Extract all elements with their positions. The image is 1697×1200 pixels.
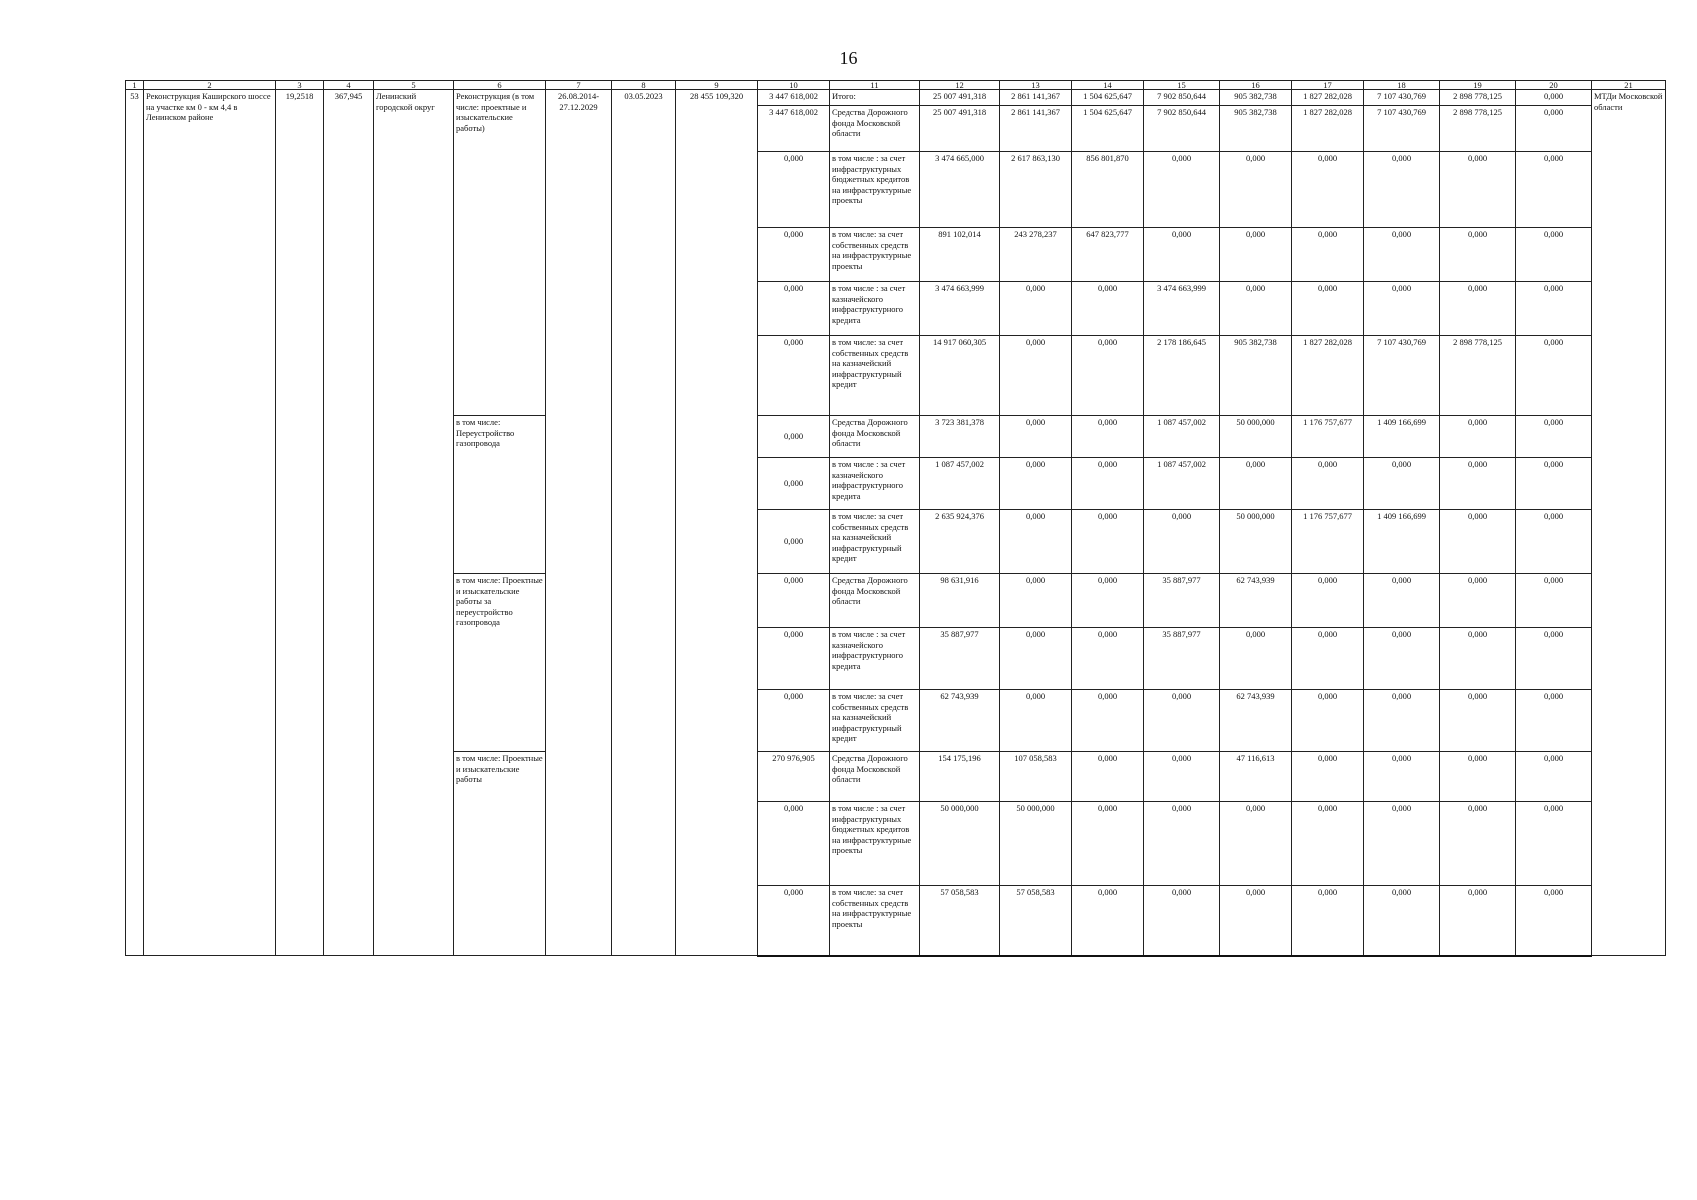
amount-cell: 0,000 bbox=[1072, 458, 1144, 510]
amount-cell: 0,000 bbox=[1364, 886, 1440, 956]
amount-cell: 1 827 282,028 bbox=[1292, 106, 1364, 152]
amount-cell: 0,000 bbox=[1072, 802, 1144, 886]
amount-cell: 62 743,939 bbox=[1220, 574, 1292, 628]
value-col10: 0,000 bbox=[758, 282, 830, 336]
amount-cell: 3 474 665,000 bbox=[920, 152, 1000, 228]
dates-period: 26.08.2014-27.12.2029 bbox=[546, 90, 612, 956]
amount-cell: 1 087 457,002 bbox=[920, 458, 1000, 510]
amount-cell: 0,000 bbox=[1292, 752, 1364, 802]
amount-cell: 0,000 bbox=[1440, 458, 1516, 510]
amount-cell: 50 000,000 bbox=[1220, 510, 1292, 574]
amount-cell: 1 504 625,647 bbox=[1072, 106, 1144, 152]
amount-cell: 0,000 bbox=[1220, 282, 1292, 336]
column-header: 16 bbox=[1220, 81, 1292, 90]
amount-cell: 0,000 bbox=[1440, 152, 1516, 228]
work-type-label: Реконструкция (в том числе: проектные и изыскательские работы) bbox=[454, 90, 546, 416]
amount-cell: 0,000 bbox=[1516, 106, 1592, 152]
funding-source: в том числе : за счет казначейского инфраструктурного кредита bbox=[830, 458, 920, 510]
amount-cell: 0,000 bbox=[1000, 336, 1072, 416]
amount-cell: 0,000 bbox=[1000, 690, 1072, 752]
column-header: 15 bbox=[1144, 81, 1220, 90]
amount-cell: 0,000 bbox=[1144, 510, 1220, 574]
amount-cell: 0,000 bbox=[1364, 574, 1440, 628]
amount-cell: 1 409 166,699 bbox=[1364, 416, 1440, 458]
amount-cell: 0,000 bbox=[1440, 752, 1516, 802]
amount-cell: 0,000 bbox=[1440, 282, 1516, 336]
amount-cell: 0,000 bbox=[1000, 416, 1072, 458]
length-km: 19,2518 bbox=[276, 90, 324, 956]
date-col8: 03.05.2023 bbox=[612, 90, 676, 956]
amount-cell: 50 000,000 bbox=[1000, 802, 1072, 886]
amount-cell: 0,000 bbox=[1292, 228, 1364, 282]
funding-source: Средства Дорожного фонда Московской области bbox=[830, 574, 920, 628]
amount-cell: 7 902 850,644 bbox=[1144, 106, 1220, 152]
amount-cell: 0,000 bbox=[1220, 228, 1292, 282]
object-number: 53 bbox=[126, 90, 144, 956]
funding-source: Итого: bbox=[830, 90, 920, 106]
amount-cell: 0,000 bbox=[1072, 752, 1144, 802]
amount-cell: 35 887,977 bbox=[920, 628, 1000, 690]
amount-cell: 0,000 bbox=[1220, 152, 1292, 228]
column-header: 17 bbox=[1292, 81, 1364, 90]
amount-cell: 2 635 924,376 bbox=[920, 510, 1000, 574]
amount-cell: 0,000 bbox=[1144, 152, 1220, 228]
amount-cell: 0,000 bbox=[1072, 574, 1144, 628]
amount-cell: 47 116,613 bbox=[1220, 752, 1292, 802]
value-col10: 0,000 bbox=[758, 458, 830, 510]
amount-cell: 0,000 bbox=[1220, 886, 1292, 956]
funding-source: Средства Дорожного фонда Московской области bbox=[830, 106, 920, 152]
amount-cell: 0,000 bbox=[1072, 886, 1144, 956]
object-name: Реконструкция Каширского шоссе на участке км 0 - км 4,4 в Ленинском районе bbox=[144, 90, 276, 956]
amount-cell: 1 176 757,677 bbox=[1292, 416, 1364, 458]
work-type-label: в том числе: Проектные и изыскательские работы за переустройство газопровода bbox=[454, 574, 546, 752]
amount-cell: 0,000 bbox=[1364, 752, 1440, 802]
value-col10: 3 447 618,002 bbox=[758, 106, 830, 152]
amount-cell: 2 617 863,130 bbox=[1000, 152, 1072, 228]
amount-cell: 0,000 bbox=[1072, 336, 1144, 416]
amount-cell: 0,000 bbox=[1292, 886, 1364, 956]
amount-cell: 905 382,738 bbox=[1220, 336, 1292, 416]
column-number-row bbox=[126, 81, 1666, 90]
amount-cell: 0,000 bbox=[1516, 336, 1592, 416]
amount-cell: 0,000 bbox=[1516, 416, 1592, 458]
value-col10: 3 447 618,002 bbox=[758, 90, 830, 106]
amount-cell: 0,000 bbox=[1292, 574, 1364, 628]
amount-cell: 0,000 bbox=[1292, 282, 1364, 336]
value-col10: 0,000 bbox=[758, 802, 830, 886]
work-type-label: в том числе: Проектные и изыскательские работы bbox=[454, 752, 546, 956]
amount-cell: 0,000 bbox=[1000, 574, 1072, 628]
amount-cell: 0,000 bbox=[1000, 458, 1072, 510]
amount-cell: 0,000 bbox=[1220, 802, 1292, 886]
amount-cell: 647 823,777 bbox=[1072, 228, 1144, 282]
value-col10: 0,000 bbox=[758, 690, 830, 752]
value-col10: 0,000 bbox=[758, 416, 830, 458]
value-col10: 0,000 bbox=[758, 336, 830, 416]
amount-cell: 7 107 430,769 bbox=[1364, 106, 1440, 152]
amount-cell: 0,000 bbox=[1000, 510, 1072, 574]
funding-source: в том числе : за счет казначейского инфраструктурного кредита bbox=[830, 282, 920, 336]
amount-cell: 62 743,939 bbox=[1220, 690, 1292, 752]
amount-cell: 1 827 282,028 bbox=[1292, 90, 1364, 106]
column-header: 3 bbox=[276, 81, 324, 90]
column-header: 4 bbox=[324, 81, 374, 90]
amount-cell: 0,000 bbox=[1220, 628, 1292, 690]
amount-cell: 856 801,870 bbox=[1072, 152, 1144, 228]
amount-cell: 2 898 778,125 bbox=[1440, 336, 1516, 416]
amount-cell: 0,000 bbox=[1072, 282, 1144, 336]
amount-cell: 2 861 141,367 bbox=[1000, 106, 1072, 152]
amount-cell: 0,000 bbox=[1516, 574, 1592, 628]
amount-cell: 905 382,738 bbox=[1220, 106, 1292, 152]
amount-cell: 0,000 bbox=[1364, 228, 1440, 282]
amount-cell: 0,000 bbox=[1144, 802, 1220, 886]
amount-cell: 3 474 663,999 bbox=[1144, 282, 1220, 336]
amount-cell: 25 007 491,318 bbox=[920, 90, 1000, 106]
column-header: 21 bbox=[1592, 81, 1666, 90]
column-header: 13 bbox=[1000, 81, 1072, 90]
amount-cell: 0,000 bbox=[1364, 628, 1440, 690]
column-header: 9 bbox=[676, 81, 758, 90]
table-row bbox=[126, 90, 1666, 106]
funding-source: в том числе: за счет собственных средств на казначейский инфраструктурный кредит bbox=[830, 690, 920, 752]
value-col10: 0,000 bbox=[758, 886, 830, 956]
amount-cell: 0,000 bbox=[1220, 458, 1292, 510]
amount-cell: 0,000 bbox=[1516, 152, 1592, 228]
amount-cell: 891 102,014 bbox=[920, 228, 1000, 282]
funding-source: в том числе : за счет казначейского инфраструктурного кредита bbox=[830, 628, 920, 690]
amount-cell: 0,000 bbox=[1516, 886, 1592, 956]
amount-cell: 0,000 bbox=[1072, 690, 1144, 752]
financing-table bbox=[125, 80, 1666, 957]
funding-source: в том числе: за счет собственных средств на казначейский инфраструктурный кредит bbox=[830, 336, 920, 416]
funding-source: в том числе : за счет инфраструктурных бюджетных кредитов на инфраструктурные проекты bbox=[830, 152, 920, 228]
amount-cell: 0,000 bbox=[1072, 510, 1144, 574]
column-header: 2 bbox=[144, 81, 276, 90]
amount-cell: 0,000 bbox=[1440, 802, 1516, 886]
value-col10: 0,000 bbox=[758, 628, 830, 690]
district: Ленинский городской округ bbox=[374, 90, 454, 956]
amount-cell: 7 107 430,769 bbox=[1364, 90, 1440, 106]
amount-cell: 0,000 bbox=[1000, 628, 1072, 690]
funding-source: в том числе: за счет собственных средств на казначейский инфраструктурный кредит bbox=[830, 510, 920, 574]
amount-cell: 0,000 bbox=[1364, 802, 1440, 886]
column-header: 5 bbox=[374, 81, 454, 90]
amount-cell: 0,000 bbox=[1072, 416, 1144, 458]
amount-cell: 0,000 bbox=[1440, 510, 1516, 574]
column-header: 8 bbox=[612, 81, 676, 90]
amount-cell: 7 902 850,644 bbox=[1144, 90, 1220, 106]
amount-cell: 154 175,196 bbox=[920, 752, 1000, 802]
funding-source: в том числе: за счет собственных средств на инфраструктурные проекты bbox=[830, 228, 920, 282]
amount-cell: 35 887,977 bbox=[1144, 574, 1220, 628]
amount-cell: 0,000 bbox=[1516, 90, 1592, 106]
amount-cell: 35 887,977 bbox=[1144, 628, 1220, 690]
amount-cell: 1 409 166,699 bbox=[1364, 510, 1440, 574]
amount-cell: 1 176 757,677 bbox=[1292, 510, 1364, 574]
amount-cell: 0,000 bbox=[1440, 574, 1516, 628]
amount-cell: 62 743,939 bbox=[920, 690, 1000, 752]
value-col10: 0,000 bbox=[758, 510, 830, 574]
amount-cell: 98 631,916 bbox=[920, 574, 1000, 628]
amount-cell: 0,000 bbox=[1516, 510, 1592, 574]
column-header: 14 bbox=[1072, 81, 1144, 90]
amount-cell: 0,000 bbox=[1144, 228, 1220, 282]
amount-cell: 2 178 186,645 bbox=[1144, 336, 1220, 416]
amount-cell: 14 917 060,305 bbox=[920, 336, 1000, 416]
amount-cell: 0,000 bbox=[1516, 228, 1592, 282]
column-header: 18 bbox=[1364, 81, 1440, 90]
amount-cell: 57 058,583 bbox=[920, 886, 1000, 956]
amount-cell: 1 504 625,647 bbox=[1072, 90, 1144, 106]
value-col10: 0,000 bbox=[758, 228, 830, 282]
value-col10: 270 976,905 bbox=[758, 752, 830, 802]
amount-cell: 905 382,738 bbox=[1220, 90, 1292, 106]
amount-cell: 0,000 bbox=[1292, 690, 1364, 752]
amount-cell: 0,000 bbox=[1292, 152, 1364, 228]
amount-cell: 0,000 bbox=[1364, 152, 1440, 228]
amount-cell: 0,000 bbox=[1440, 628, 1516, 690]
amount-cell: 7 107 430,769 bbox=[1364, 336, 1440, 416]
page-number: 16 bbox=[839, 48, 858, 68]
amount-cell: 0,000 bbox=[1516, 628, 1592, 690]
amount-cell: 57 058,583 bbox=[1000, 886, 1072, 956]
cost-col9: 28 455 109,320 bbox=[676, 90, 758, 956]
amount-cell: 2 898 778,125 bbox=[1440, 90, 1516, 106]
responsible-org: МТДи Московской области bbox=[1592, 90, 1666, 956]
amount-cell: 107 058,583 bbox=[1000, 752, 1072, 802]
amount-cell: 0,000 bbox=[1440, 228, 1516, 282]
amount-cell: 0,000 bbox=[1364, 282, 1440, 336]
amount-cell: 50 000,000 bbox=[920, 802, 1000, 886]
amount-cell: 0,000 bbox=[1516, 282, 1592, 336]
amount-cell: 0,000 bbox=[1072, 628, 1144, 690]
value-col4: 367,945 bbox=[324, 90, 374, 956]
column-header: 1 bbox=[126, 81, 144, 90]
column-header: 19 bbox=[1440, 81, 1516, 90]
amount-cell: 2 861 141,367 bbox=[1000, 90, 1072, 106]
amount-cell: 0,000 bbox=[1364, 690, 1440, 752]
amount-cell: 0,000 bbox=[1440, 886, 1516, 956]
amount-cell: 25 007 491,318 bbox=[920, 106, 1000, 152]
amount-cell: 0,000 bbox=[1144, 752, 1220, 802]
amount-cell: 50 000,000 bbox=[1220, 416, 1292, 458]
column-header: 12 bbox=[920, 81, 1000, 90]
amount-cell: 0,000 bbox=[1292, 802, 1364, 886]
work-type-label: в том числе: Переустройство газопровода bbox=[454, 416, 546, 574]
amount-cell: 0,000 bbox=[1516, 458, 1592, 510]
amount-cell: 0,000 bbox=[1144, 886, 1220, 956]
amount-cell: 0,000 bbox=[1440, 690, 1516, 752]
amount-cell: 0,000 bbox=[1516, 802, 1592, 886]
amount-cell: 0,000 bbox=[1292, 458, 1364, 510]
amount-cell: 243 278,237 bbox=[1000, 228, 1072, 282]
amount-cell: 3 474 663,999 bbox=[920, 282, 1000, 336]
amount-cell: 2 898 778,125 bbox=[1440, 106, 1516, 152]
amount-cell: 1 087 457,002 bbox=[1144, 458, 1220, 510]
funding-source: в том числе : за счет инфраструктурных бюджетных кредитов на инфраструктурные проекты bbox=[830, 802, 920, 886]
amount-cell: 0,000 bbox=[1516, 752, 1592, 802]
amount-cell: 0,000 bbox=[1292, 628, 1364, 690]
funding-source: в том числе: за счет собственных средств на инфраструктурные проекты bbox=[830, 886, 920, 956]
amount-cell: 0,000 bbox=[1440, 416, 1516, 458]
amount-cell: 0,000 bbox=[1144, 690, 1220, 752]
column-header: 20 bbox=[1516, 81, 1592, 90]
amount-cell: 3 723 381,378 bbox=[920, 416, 1000, 458]
column-header: 11 bbox=[830, 81, 920, 90]
amount-cell: 0,000 bbox=[1516, 690, 1592, 752]
funding-source: Средства Дорожного фонда Московской области bbox=[830, 752, 920, 802]
column-header: 7 bbox=[546, 81, 612, 90]
amount-cell: 1 827 282,028 bbox=[1292, 336, 1364, 416]
column-header: 10 bbox=[758, 81, 830, 90]
value-col10: 0,000 bbox=[758, 574, 830, 628]
funding-source: Средства Дорожного фонда Московской области bbox=[830, 416, 920, 458]
value-col10: 0,000 bbox=[758, 152, 830, 228]
column-header: 6 bbox=[454, 81, 546, 90]
amount-cell: 0,000 bbox=[1000, 282, 1072, 336]
amount-cell: 1 087 457,002 bbox=[1144, 416, 1220, 458]
amount-cell: 0,000 bbox=[1364, 458, 1440, 510]
